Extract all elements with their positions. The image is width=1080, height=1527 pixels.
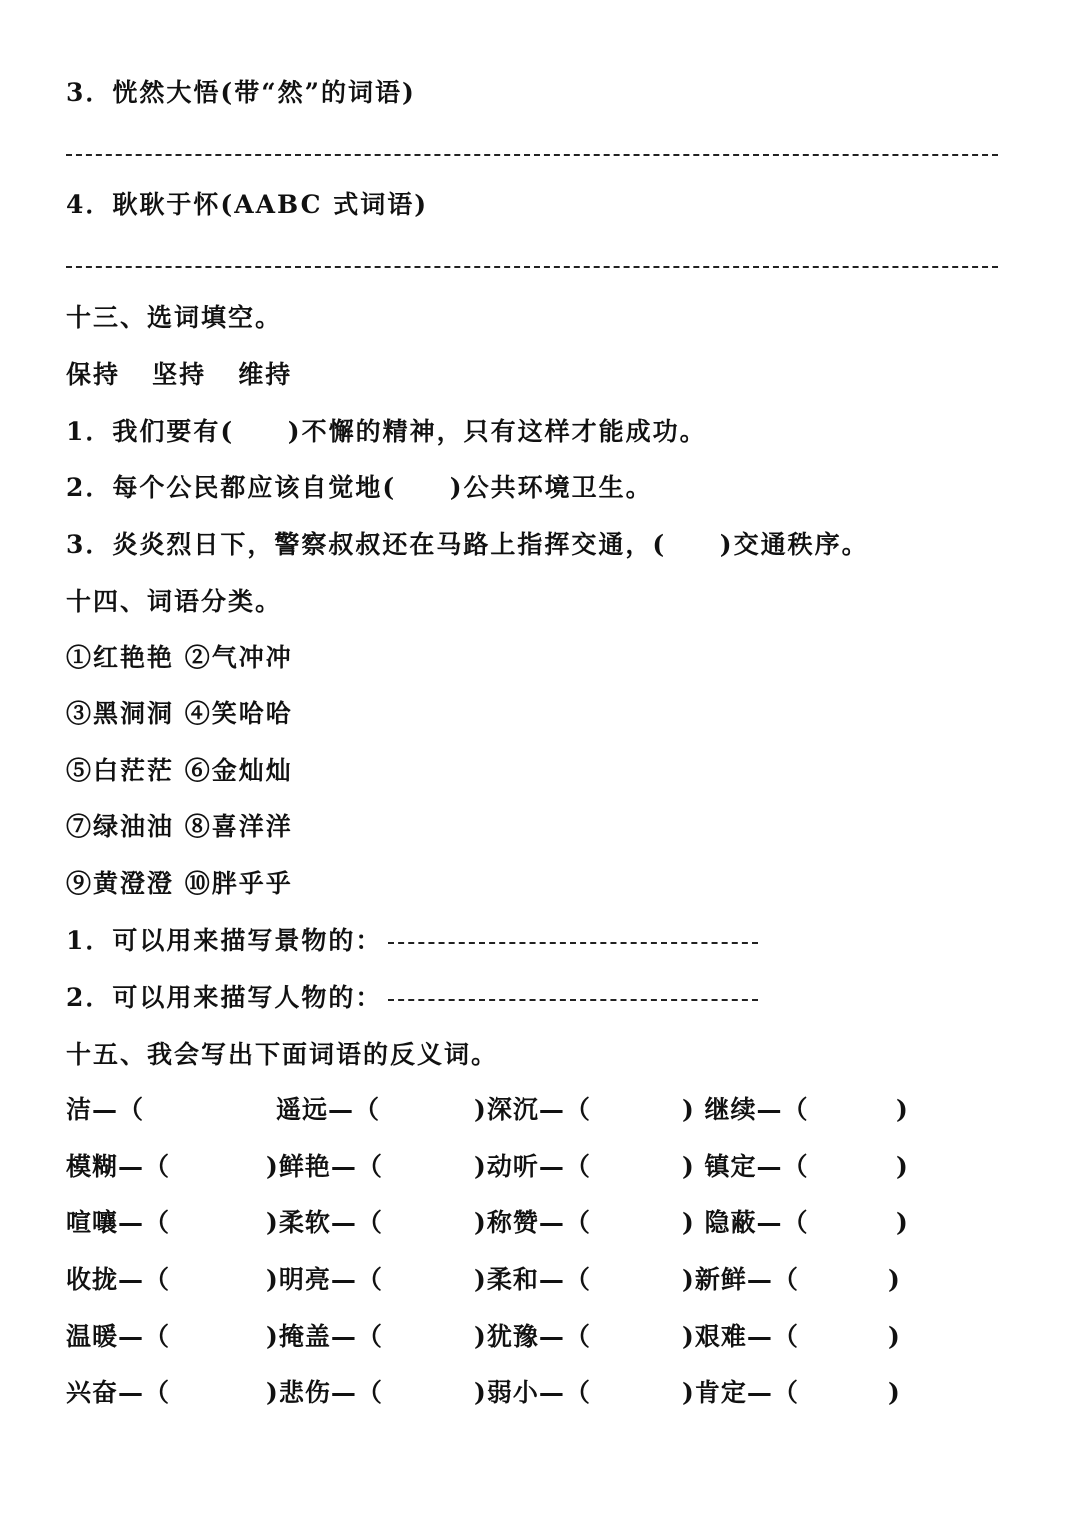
word-list-row: ⑤白茫茫 ⑥金灿灿: [66, 756, 293, 785]
section-15-title: 十五、我会写出下面词语的反义词。: [66, 1040, 499, 1069]
antonym-item[interactable]: )柔和—（: [474, 1265, 591, 1294]
antonym-item[interactable]: )鲜艳—（: [266, 1152, 383, 1181]
antonym-close: ): [888, 1322, 900, 1351]
antonym-item[interactable]: ) 继续—（: [682, 1095, 809, 1124]
word-list-row: ①红艳艳 ②气冲冲: [66, 643, 293, 672]
antonym-close: ): [896, 1152, 908, 1181]
antonym-item[interactable]: )掩盖—（: [266, 1322, 383, 1351]
antonym-row: [66, 1320, 966, 1354]
antonym-item[interactable]: 兴奋—（: [66, 1378, 171, 1407]
antonym-row: [66, 1376, 966, 1410]
antonym-item[interactable]: )艰难—（: [682, 1322, 799, 1351]
antonym-item[interactable]: )弱小—（: [474, 1378, 591, 1407]
section-13-title: 十三、选词填空。: [66, 303, 283, 332]
fill-item-3: 3．炎炎烈日下，警察叔叔还在马路上指挥交通，( )交通秩序。: [66, 530, 869, 559]
fill-item-2: 2．每个公民都应该自觉地( )公共环境卫生。: [66, 473, 653, 502]
answer-line-3[interactable]: [66, 154, 998, 156]
classify-answer-1[interactable]: [388, 942, 758, 944]
word-choices: 保持 坚持 维持: [66, 360, 293, 389]
classify-question-1-text: 1．可以用来描写景物的：: [66, 926, 383, 955]
antonym-close: ): [896, 1208, 908, 1237]
classify-question-1: [66, 924, 758, 958]
antonym-item[interactable]: 模糊—（: [66, 1152, 171, 1181]
answer-line-4[interactable]: [66, 266, 998, 268]
classify-answer-2[interactable]: [388, 999, 758, 1001]
antonym-item[interactable]: 收拢—（: [66, 1265, 171, 1294]
antonym-item[interactable]: )柔软—（: [266, 1208, 383, 1237]
antonym-item[interactable]: 温暖—（: [66, 1322, 171, 1351]
question-4: 4．耿耿于怀(AABC 式词语): [66, 190, 429, 219]
antonym-item[interactable]: )称赞—（: [474, 1208, 591, 1237]
antonym-item[interactable]: )肯定—（: [682, 1378, 799, 1407]
question-3: 3．恍然大悟(带“然”的词语): [66, 78, 416, 107]
antonym-row: [66, 1263, 966, 1297]
antonym-item[interactable]: 遥远—（: [276, 1095, 381, 1124]
antonym-row: [66, 1206, 966, 1240]
antonym-item[interactable]: )悲伤—（: [266, 1378, 383, 1407]
antonym-close: ): [896, 1095, 908, 1124]
antonym-item[interactable]: ) 隐蔽—（: [682, 1208, 809, 1237]
antonym-item[interactable]: )犹豫—（: [474, 1322, 591, 1351]
antonym-close: ): [888, 1378, 900, 1407]
antonym-row: [66, 1093, 966, 1127]
antonym-item[interactable]: ) 镇定—（: [682, 1152, 809, 1181]
antonym-row: [66, 1150, 966, 1184]
word-list-row: ⑨黄澄澄 ⑩胖乎乎: [66, 869, 293, 898]
classify-question-2: [66, 981, 758, 1015]
antonym-item[interactable]: 洁—（: [66, 1095, 145, 1124]
antonym-item[interactable]: 喧嚷—（: [66, 1208, 171, 1237]
word-list-row: ③黑洞洞 ④笑哈哈: [66, 699, 293, 728]
antonym-item[interactable]: )动听—（: [474, 1152, 591, 1181]
antonym-close: ): [888, 1265, 900, 1294]
fill-item-1: 1．我们要有( )不懈的精神，只有这样才能成功。: [66, 417, 707, 446]
antonym-item[interactable]: )新鲜—（: [682, 1265, 799, 1294]
antonym-item[interactable]: )深沉—（: [474, 1095, 591, 1124]
classify-question-2-text: 2．可以用来描写人物的：: [66, 983, 383, 1012]
section-14-title: 十四、词语分类。: [66, 587, 283, 616]
word-list-row: ⑦绿油油 ⑧喜洋洋: [66, 812, 293, 841]
antonym-item[interactable]: )明亮—（: [266, 1265, 383, 1294]
